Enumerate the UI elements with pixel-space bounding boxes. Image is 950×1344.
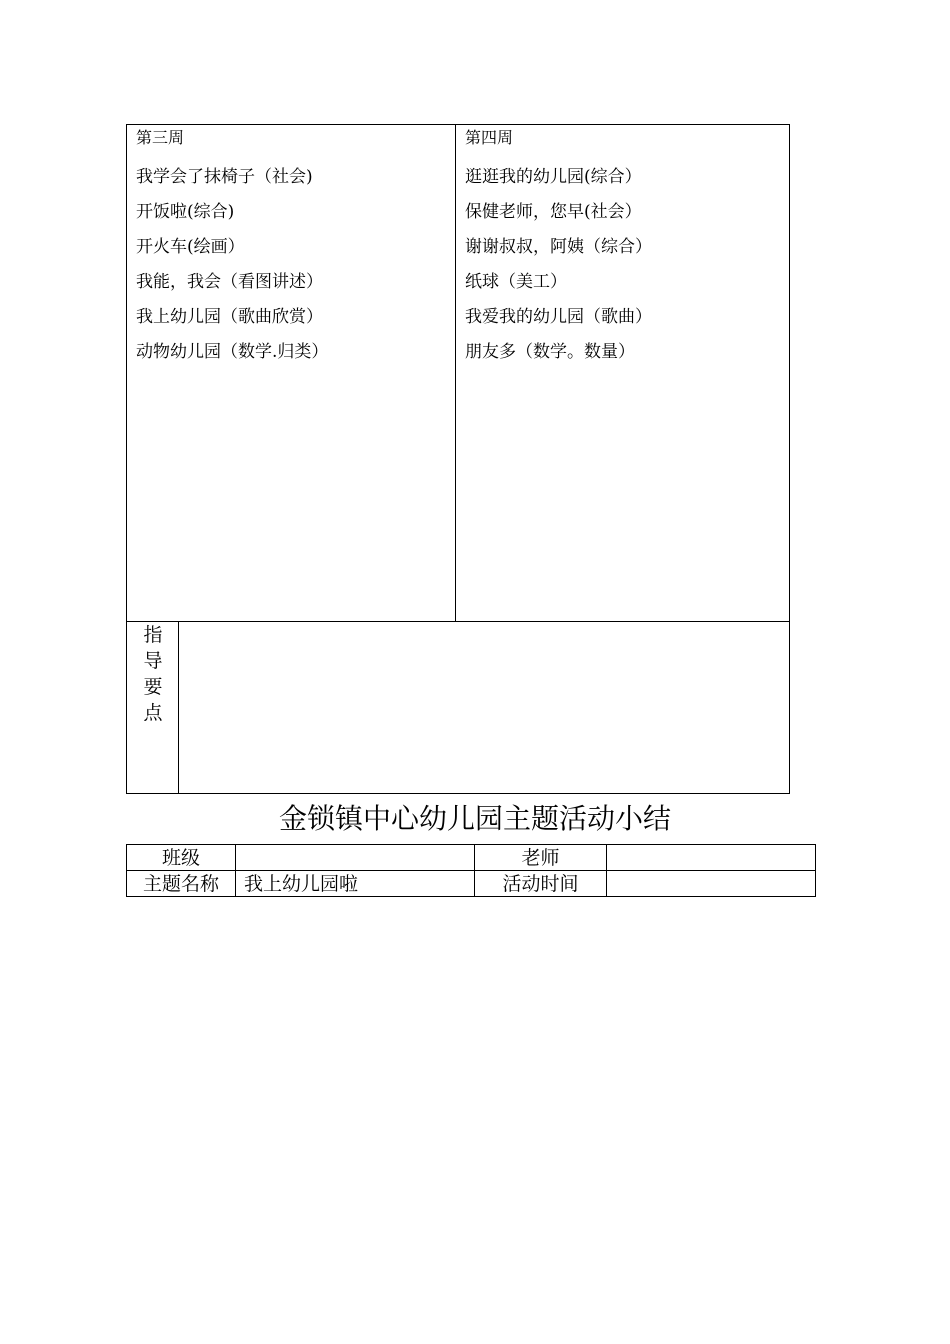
week4-heading: 第四周 xyxy=(465,128,514,147)
week3-activity: 我能，我会（看图讲述） xyxy=(136,272,323,292)
week4-activity-list xyxy=(465,160,652,370)
week3-activity: 我上幼儿园（歌曲欣赏） xyxy=(136,307,323,327)
summary-info-table xyxy=(126,844,816,897)
table-row xyxy=(127,871,816,897)
guidance-row xyxy=(127,621,789,793)
week3-activity: 动物幼儿园（数学.归类） xyxy=(136,342,329,362)
week4-cell xyxy=(456,125,789,621)
guidance-content xyxy=(179,622,789,793)
theme-value: 我上幼儿园啦 xyxy=(236,871,475,897)
activity-time-label: 活动时间 xyxy=(475,871,607,897)
week3-activity: 开饭啦(综合) xyxy=(136,202,235,222)
week4-activity: 逛逛我的幼儿园(综合） xyxy=(465,167,642,187)
class-label: 班级 xyxy=(127,845,236,871)
week3-heading: 第三周 xyxy=(136,128,185,147)
teacher-label: 老师 xyxy=(475,845,607,871)
week3-activity: 开火车(绘画） xyxy=(136,237,245,257)
guidance-label-char: 点 xyxy=(143,702,163,724)
table-row xyxy=(127,845,816,871)
class-value xyxy=(236,845,475,871)
week4-activity: 朋友多（数学。数量） xyxy=(465,342,635,362)
week4-activity: 纸球（美工） xyxy=(465,272,567,292)
week3-activity-list xyxy=(136,160,328,370)
week3-activity: 我学会了抹椅子（社会) xyxy=(136,167,313,187)
summary-title: 金锁镇中心幼儿园主题活动小结 xyxy=(278,802,671,835)
teacher-value xyxy=(607,845,816,871)
guidance-label-char: 要 xyxy=(143,676,163,698)
week4-activity: 谢谢叔叔，阿姨（综合） xyxy=(465,237,652,257)
guidance-label xyxy=(127,622,179,793)
week4-activity: 保健老师，您早(社会） xyxy=(465,202,642,222)
guidance-label-char: 导 xyxy=(143,650,163,672)
guidance-label-char: 指 xyxy=(143,624,163,646)
weekly-plan-table xyxy=(126,124,790,794)
theme-label: 主题名称 xyxy=(127,871,236,897)
week4-activity: 我爱我的幼儿园（歌曲） xyxy=(465,307,652,327)
activity-time-value xyxy=(607,871,816,897)
week3-cell xyxy=(127,125,456,621)
